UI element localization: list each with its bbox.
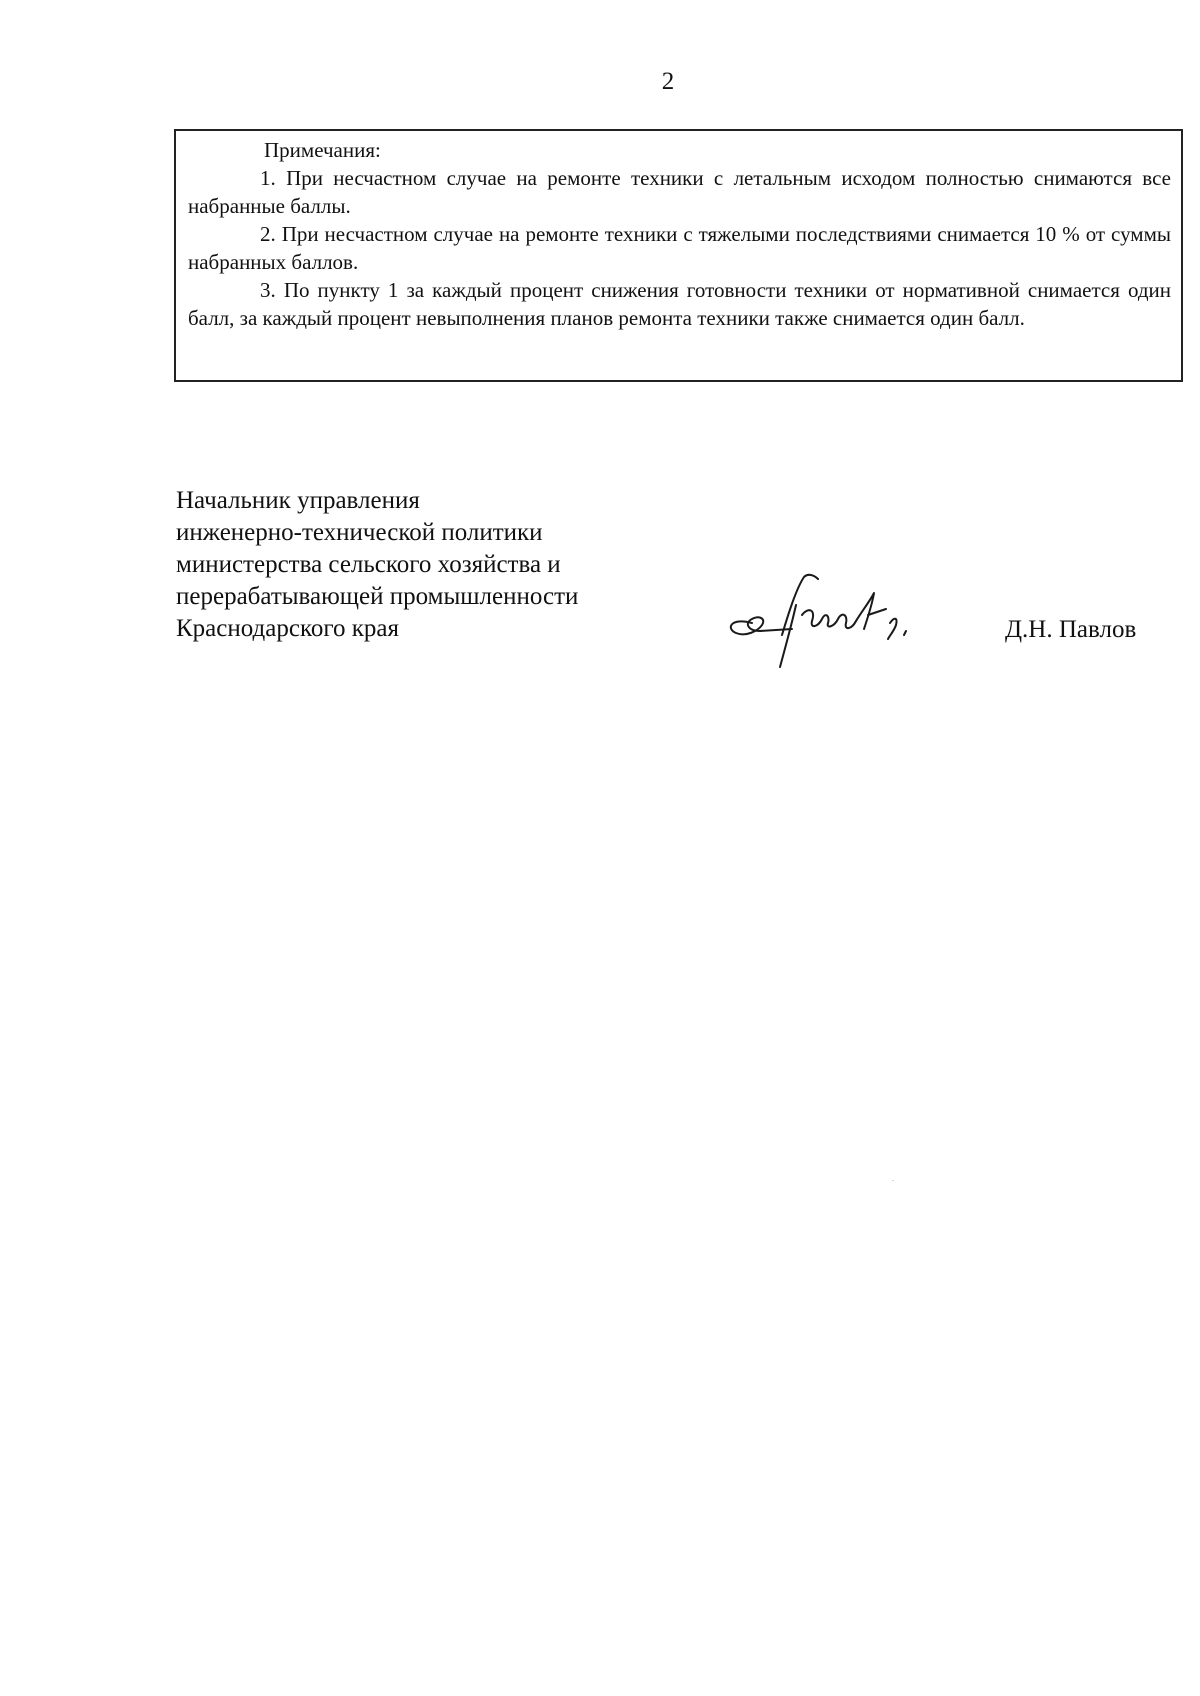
notes-box [174,129,1183,382]
position-line-2: инженерно-технической политики [176,519,543,546]
note-item-3: 3. По пункту 1 за каждый процент снижения готовности техники от нормативной снимается один балл, за каждый процент невыполнения планов ремонта техники также снимается один балл. [188,278,1171,330]
position-line-1: Начальник управления [176,487,420,514]
position-line-3: министерства сельского хозяйства и [176,551,561,578]
note-item-1: 1. При несчастном случае на ремонте техники с летальным исходом полностью снимаются все набранные баллы. [188,166,1171,218]
page-number: 2 [661,68,675,95]
notes-title: Примечания: [264,138,381,162]
scan-speck [892,1180,894,1181]
signer-name: Д.Н. Павлов [1005,616,1137,643]
position-line-5: Краснодарского края [176,615,399,642]
handwritten-signature [722,565,922,670]
signatory-position [176,485,776,645]
note-item-2: 2. При несчастном случае на ремонте техники с тяжелыми последствиями снимается 10 % от суммы набранных баллов. [188,222,1171,274]
position-line-4: перерабатывающей промышленности [176,583,579,610]
